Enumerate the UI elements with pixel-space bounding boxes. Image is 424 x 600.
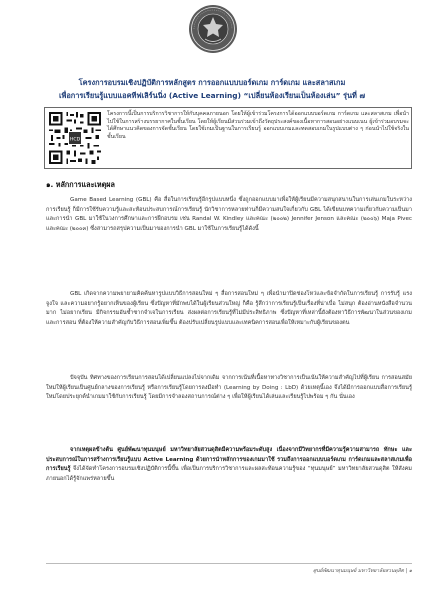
paragraph-text: ปัจจุบัน ทิศทางของการเรียนการสอนได้เปลี่ยนแปลงไปจากเดิม จากการเน้นที่เนื้อหาทางวิชาการเป็นเน้นให้ความสำคัญไปที่ผู้เรียน การสอนสมัยใหม่ให้ผู้เรียนเป็นศูนย์กลางของการเรียนรู้ หรือการเรียนรู้โดยการลงมือทำ (Learning by Doing : LbD) ด้วยเหตุนี้เอง จึงได้มีการออกแบบสื่อการเรียนรู้ใหม่โดยประยุกต์นำเกมมาใช้กับการเรียนรู้ โดยมีการจำลองสถานการณ์ต่าง ๆ เพื่อให้ผู้เรียนได้เล่นและเรียนรู้ไปพร้อม ๆ กัน นั่นเอง	[46, 375, 412, 401]
summary-text: โครงการนี้เป็นการบริการวิชาการให้กับบุคคลภายนอก โดยให้ผู้เข้าร่วมโครงการได้ออกแบบบอร์ดเกม การ์ดเกม และสลาสเกม เพื่อนำไปใช้ในการสร้างบรรยากาศในชั้นเรียน โดยให้ผู้เรียนมีส่วนร่วมเข้าถึงวัตถุประสงค์ของเนื้อหาการสอนอย่างแนบเนน ผู้เข้าร่วมอบรมจะได้ศึกษาแนวคิดของการจัดชั้นเรียน โดยใช้เกมเป็นฐานในการเรียนรู้ ออกแบบเกมและทดสอบเกมในรูปแบบต่าง ๆ ก่อนนำไปใช้จริงในชั้นเรียน	[107, 111, 409, 140]
qr-code-icon[interactable]	[47, 110, 103, 166]
footer-divider	[46, 563, 412, 564]
paragraph-text: GBL เกิดจากความพยายามคิดค้นหารูปแบบวิธีการสอนใหม่ ๆ สื่อการสอนใหม่ ๆ เพื่อนำมาปิดช่องโหว่และข้อจำกัดในการเรียนรู้ การรับรู้ แรงจูงใจ และความอยากรู้อยากเห็นของผู้เรียน ซึ่งปัญหาที่มักพบได้ในผู้เรียนส่วนใหญ่ ก็คือ รู้สึกว่าการเรียนรู้เป็นเรื่องที่น่าเบื่อ ไม่สนุก ต้องอ่านหนังสือจำนวนมาก ไม่อยากเรียน มีกิจกรรมอันซ้ำซากจำเจในการเรียน ส่งผลต่อการเรียนรู้ที่ไม่มีประสิทธิภาพ ซึ่งปัญหาที่เหล่านี้ยังต้องหาวิธีการพัฒนาในส่วนของเกมและการสอน ที่ต้องให้ความสำคัญกับวิธีการสอนเพิ่มขึ้น ต้องปรับเปลี่ยนรูปแบบและเทคนิคการสอนเพื่อให้เหมาะกับผู้เรียนของตน	[46, 291, 412, 326]
document-title-line2: เพื่อการเรียนรู้แบบแอคทีฟเลิร์นนิ่ง (Active Learning) “เปลี่ยนห้องเรียนเป็นห้องเล่น” รุ่นที่ ๗	[58, 91, 366, 100]
paragraph-bold-text: จากเหตุผลข้างต้น ศูนย์พัฒนาทุนมนุษย์ มหาวิทยาลัยสวนดุสิตมีความพร้อมระดับสูง เนื่องจากมีวิทยากรที่มีความรู้ความสามารถ ทักษะ และประสบการณ์ในการสร้างการเรียนรู้แบบ Active Learning ด้วยการนำหลักการของเกมมาใช้ รวมถึงการออกแบบบอร์ดเกม การ์ดเกมและสลาสเกมเพื่อการเรียนรู้	[46, 447, 412, 473]
summary-box	[44, 107, 412, 169]
paragraph-gbl-origin	[46, 290, 412, 328]
section-heading-rationale: ๑. หลักการและเหตุผล	[46, 180, 115, 189]
qr-center-label: HCD	[69, 137, 81, 143]
paragraph-teaching-direction	[46, 374, 412, 403]
paragraph-conclusion	[46, 446, 412, 484]
document-title-line1: โครงการอบรมเชิงปฏิบัติการหลักสูตร การออกแบบบอร์ดเกม การ์ดเกม และสลาสเกม	[78, 78, 346, 87]
paragraph-gbl-definition	[46, 196, 412, 234]
paragraph-text: Game Based Learning (GBL) คือ สื่อในการเรียนรู้อีกรูปแบบหนึ่ง ซึ่งถูกออกแบบมาเพื่อให้ผู้เรียนมีความสนุกสนานในการเล่นเกมในระหว่างการเรียนรู้ ก็มีการใช้รับความรู้และสะท้อนประสบการณ์การเรียนรู้ นักวิชาการหลายท่านก็มีความสนใจเกี่ยวกับ GBL ได้เขียนบทความเกี่ยวกับความเป็นมาและการนำ GBL มาใช้ในวงการศึกษาและการฝึกอบรม เช่น Randal W. Kindley และคณะ (๒๐๐๒) Jennifer Jenson และคณะ (๒๐๐๖) Maja Pivec และคณะ (๒๐๐๓) ซึ่งสามารถสรุปความเป็นมาของการนำ GBL มาใช้ในการเรียนรู้ได้ดังนี้	[46, 197, 412, 232]
paragraph-text: จึงได้จัดทำโครงการอบรมเชิงปฏิบัติการนี้ขึ้น เพื่อเป็นการบริการวิชาการและผลสะท้อนความรู้ของ “ทุนมนุษย์” มหาวิทยาลัยสวนดุสิต ให้สังคมภายนอกได้รู้จักแพร่หลายขึ้น	[46, 466, 412, 482]
university-seal-logo	[188, 4, 238, 54]
page-footer: ศูนย์พัฒนาทุนมนุษย์ มหาวิทยาลัยสวนดุสิต | ๑	[313, 568, 412, 574]
